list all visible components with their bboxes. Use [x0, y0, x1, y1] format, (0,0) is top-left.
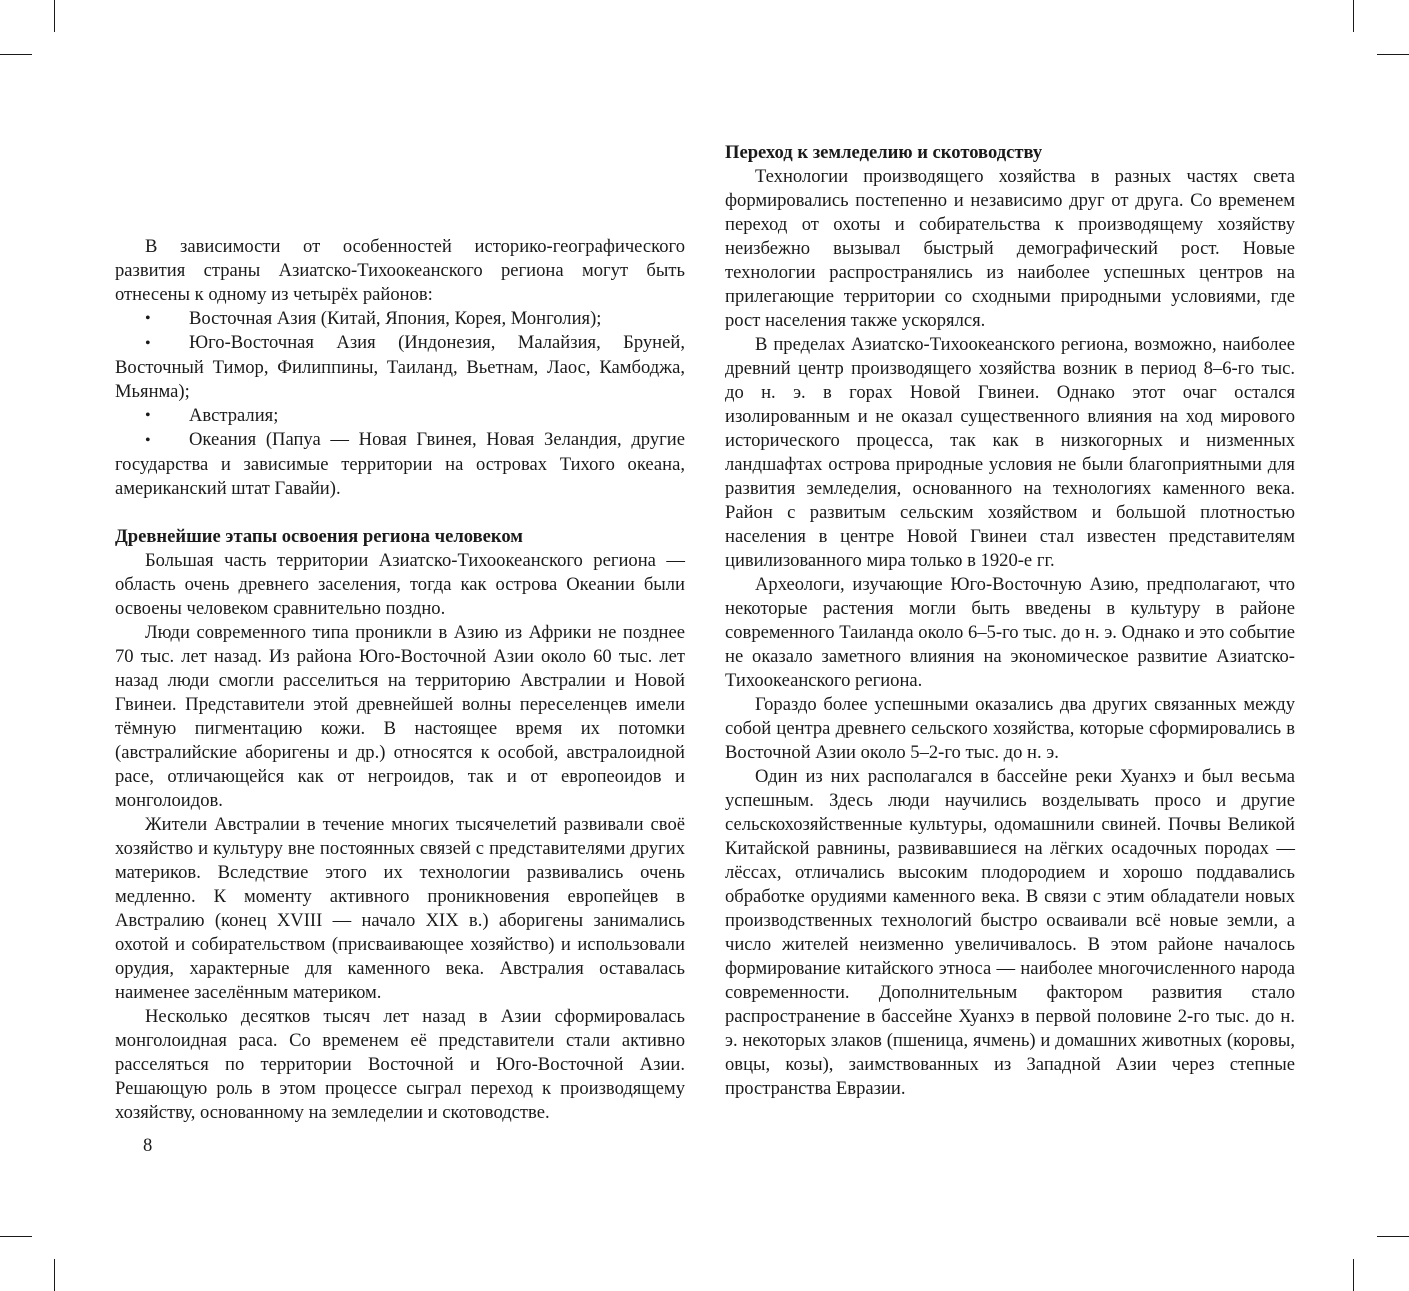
intro-paragraph: В зависимости от особенностей историко-географического развития страны Азиатско-Тихоокеанского региона могут быть отнесены к одному из четырёх районов: [115, 236, 685, 305]
paragraph: Жители Австралии в течение многих тысячелетий развивали своё хозяйство и культуру вне постоянных связей с представителями других материков. Вследствие этого их технологии развивались очень медленно. К моменту активного проникновения европейцев в Австралию (конец XVIII — начало XIX в.) аборигены занимались охотой и собирательством (присваивающее хозяйство) и использовали орудия, характерные для каменного века. Австралия оставалась наименее заселённым материком. [115, 814, 685, 1003]
bullet-icon: • [145, 407, 151, 424]
crop-mark-bottom-right-h [1377, 1236, 1409, 1237]
paragraph: Люди современного типа проникли в Азию из Африки не позднее 70 тыс. лет назад. Из района Юго-Восточной Азии около 60 тыс. лет назад люди смогли расселиться на территорию Австралии и Новой Гвинеи. Представители этой древнейшей волны переселенцев имели тёмную пигментацию кожи. В настоящее время их потомки (австралийские аборигены и др.) относятся к особой, австралоидной расе, отличающейся как от негроидов, так и от европеоидов и монголоидов. [115, 622, 685, 811]
bullet-icon: • [145, 432, 151, 449]
crop-mark-top-right [1353, 0, 1354, 32]
list-item-text: Юго-Восточная Азия (Индонезия, Малайзия, Бруней, Восточный Тимор, Филиппины, Таиланд, Вьетнам, Лаос, Камбоджа, Мьянма); [115, 332, 685, 402]
section-heading-ancient: Древнейшие этапы освоения региона человеком [115, 526, 523, 547]
crop-mark-bottom-left [54, 1259, 55, 1291]
paragraph: Технологии производящего хозяйства в разных частях света формировались постепенно и независимо друг от друга. Со временем переход от охоты и собирательства к производящему хозяйству неизбежно вызывал быстрый демографический рост. Новые технологии распространялись из наиболее успешных центров на прилегающие территории со сходными природными условиями, где рост населения также ускорялся. [725, 166, 1295, 331]
bullet-icon: • [145, 335, 151, 352]
paragraph: Несколько десятков тысяч лет назад в Азии сформировалась монголоидная раса. Со временем её представители стали активно расселяться по территории Восточной и Юго-Восточной Азии. Решающую роль в этом процессе сыграл переход к производящему хозяйству, основанному на земледелии и скотоводстве. [115, 1006, 685, 1123]
paragraph: Гораздо более успешными оказались два других связанных между собой центра древнего сельского хозяйства, которые сформировались в Восточной Азии около 5–2-го тыс. до н. э. [725, 694, 1295, 763]
crop-mark-top-left [54, 0, 55, 32]
crop-mark-bottom-left-h [0, 1236, 32, 1237]
right-column [725, 141, 1295, 1101]
paragraph: Большая часть территории Азиатско-Тихоокеанского региона — область очень древнего заселения, тогда как острова Океании были освоены человеком сравнительно поздно. [115, 550, 685, 619]
list-item [115, 331, 685, 404]
list-item [115, 404, 685, 428]
list-item [115, 428, 685, 501]
left-column [115, 235, 685, 1125]
paragraph: В пределах Азиатско-Тихоокеанского региона, возможно, наиболее древний центр производящего хозяйства возник в период 8–6-го тыс. до н. э. в горах Новой Гвинеи. Однако этот очаг остался изолированным и не оказал существенного влияния на ход мирового исторического процесса, так как в низкогорных и низменных ландшафтах острова природные условия не были благоприятными для развития земледелия, основанного на технологиях каменного века. Район с развитым сельским хозяйством и большой плотностью населения в центре Новой Гвинеи стал известен представителям цивилизованного мира только в 1920-е гг. [725, 334, 1295, 571]
crop-mark-top-left-h [0, 54, 32, 55]
list-item [115, 307, 685, 331]
list-item-text: Австралия; [189, 405, 279, 426]
section-heading-agriculture: Переход к земледелию и скотоводству [725, 142, 1043, 163]
page-number: 8 [143, 1135, 153, 1156]
crop-mark-top-right-h [1377, 54, 1409, 55]
paragraph: Один из них располагался в бассейне реки Хуанхэ и был весьма успешным. Здесь люди научились возделывать просо и другие сельскохозяйственные культуры, одомашнили свиней. Почвы Великой Китайской равнины, развивавшиеся на лёгких осадочных породах — лёссах, отличались высоким плодородием и хорошо поддавались обработке орудиями каменного века. В связи с этим обладатели новых производственных технологий быстро осваивали всё новые земли, а число жителей неизменно увеличивалось. В этом районе началось формирование китайского этноса — наиболее многочисленного народа современности. Дополнительным фактором развития стало распространение в бассейне Хуанхэ в первой половине 2-го тыс. до н. э. некоторых злаков (пшеница, ячмень) и домашних животных (коровы, овцы, козы), заимствованных из Западной Азии через степные пространства Евразии. [725, 766, 1295, 1099]
paragraph: Археологи, изучающие Юго-Восточную Азию, предполагают, что некоторые растения могли быть введены в культуру в районе современного Таиланда около 6–5-го тыс. до н. э. Однако и это событие не оказало заметного влияния на экономическое развитие Азиатско-Тихоокеанского региона. [725, 574, 1295, 691]
bullet-icon: • [145, 310, 151, 327]
list-item-text: Восточная Азия (Китай, Япония, Корея, Монголия); [189, 308, 602, 329]
list-item-text: Океания (Папуа — Новая Гвинея, Новая Зеландия, другие государства и зависимые территории на островах Тихого океана, американский штат Гавайи). [115, 429, 685, 499]
crop-mark-bottom-right [1353, 1259, 1354, 1291]
